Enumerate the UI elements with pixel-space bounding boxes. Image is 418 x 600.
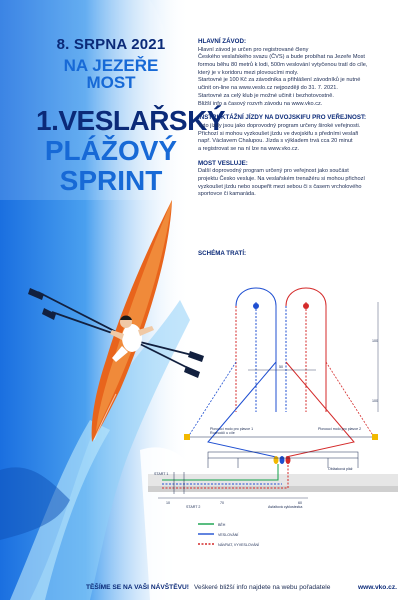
text-line: Startovné je 100 Kč za závodníka a přihlášení závodníků je nutné — [198, 77, 361, 84]
section-text — [198, 168, 408, 199]
footer-info: Veškeré bližší info najdete na webu pořadatele — [194, 584, 331, 591]
text-line: formou běhu 80 metrů k lodi, 500m veslování vytyčenou tratí do cíle, — [198, 61, 368, 68]
section-text — [198, 47, 408, 109]
text-line: Přichozí si mohou vyzkoušet jízdu ve dvojskifu s předními veslaři — [198, 130, 359, 137]
marker-icon — [372, 434, 378, 440]
footer-website-link[interactable]: www.vko.cz. — [358, 584, 397, 591]
dist-label: 100 — [372, 399, 378, 403]
course-diagram — [148, 262, 416, 562]
text-line: např. Václavem Chalupou. Jízda s výkladem trvá cca 20 minut — [198, 138, 353, 145]
text-line: Další doprovodný program určený pro veřejnost jako součást — [198, 168, 349, 175]
dist-label: 70 — [220, 501, 224, 505]
buoy-icon — [303, 303, 309, 309]
text-line: Startovné za celý klub je možné učinit i bezhotovostně. — [198, 92, 334, 99]
legend-label: VESLOVÁNÍ — [218, 533, 239, 537]
info-column — [198, 38, 408, 205]
dist-label: 10 — [166, 501, 170, 505]
dist-label: 50 — [279, 365, 283, 369]
section-instruction-rides — [198, 114, 408, 153]
shore-label: Asfaltová cyklostezka — [268, 505, 303, 509]
title-line-3: 1.VESLAŘSKÝ — [36, 105, 225, 136]
start-label: START 1 — [154, 472, 169, 476]
pier-label: Rozhodčí u cíle — [210, 431, 235, 435]
title-line-5: SPRINT — [59, 165, 163, 196]
section-heading: INSTRUKTÁŽNÍ JÍZDY NA DVOJSKIFU PRO VEŘEJNOST: — [198, 114, 367, 122]
text-line: který je v koridoru mezi plovoucími moly. — [198, 69, 299, 76]
footer-thanks: TĚŠÍME SE NA VAŠI NÁVŠTĚVU! — [86, 584, 189, 591]
title-line-4: PLÁŽOVÝ — [44, 135, 178, 166]
text-line: vyzkoušet jízdu nebo soupeřit mezi sebou či s časem vrcholového — [198, 183, 362, 190]
title-line-2: MOST — [86, 73, 136, 92]
text-line: Tyto jízdy jsou jako doprovodný program určeny široké veřejnosti. — [198, 122, 361, 129]
start-label: START 2 — [186, 505, 201, 509]
event-date: 8. SRPNA 2021 — [56, 36, 166, 53]
beach-label: Oblázková pláž — [328, 467, 353, 471]
text-line: a registrovat se na ní lze na www.vko.cz. — [198, 146, 300, 152]
schema-heading: SCHÉMA TRATÍ: — [198, 250, 247, 257]
pier-label: Plovoucí molo pro plavce 2 — [318, 427, 362, 431]
dist-label: 60 — [298, 501, 302, 505]
text-line: sportovce či kamaráda. — [198, 191, 256, 198]
legend-label: BĚH — [218, 523, 226, 527]
legend-label: NÁVRAT, VYVESLOVÁNÍ — [218, 543, 260, 547]
text-line: učinit on-line na www.veslo.cz nejpozději do 31. 7. 2021. — [198, 85, 338, 92]
pier-label: Plovoucí molo pro plavce 1 — [210, 427, 254, 431]
section-text — [198, 123, 408, 154]
text-line: projektu Česko vesluje. Na veslařském trenažéru si mohou přichozí — [198, 175, 365, 182]
buoy-icon — [253, 303, 259, 309]
text-line: Hlavní závod je určen pro registrované členy — [198, 46, 309, 53]
dist-label: 100 — [372, 339, 378, 343]
marker-icon — [184, 434, 190, 440]
section-heading: MOST VESLUJE: — [198, 159, 248, 167]
section-main-race — [198, 38, 408, 108]
title-line-1: NA JEZEŘE — [63, 56, 159, 75]
section-most-vesluje — [198, 160, 408, 199]
text-line: Českého veslařského svazu (ČVS) a bude probíhat na Jezeře Most — [198, 54, 365, 61]
text-line: Bližší info a časový rozvrh závodu na www.vko.cz. — [198, 100, 323, 107]
section-heading: HLAVNÍ ZÁVOD: — [198, 38, 247, 45]
footer — [0, 578, 418, 600]
